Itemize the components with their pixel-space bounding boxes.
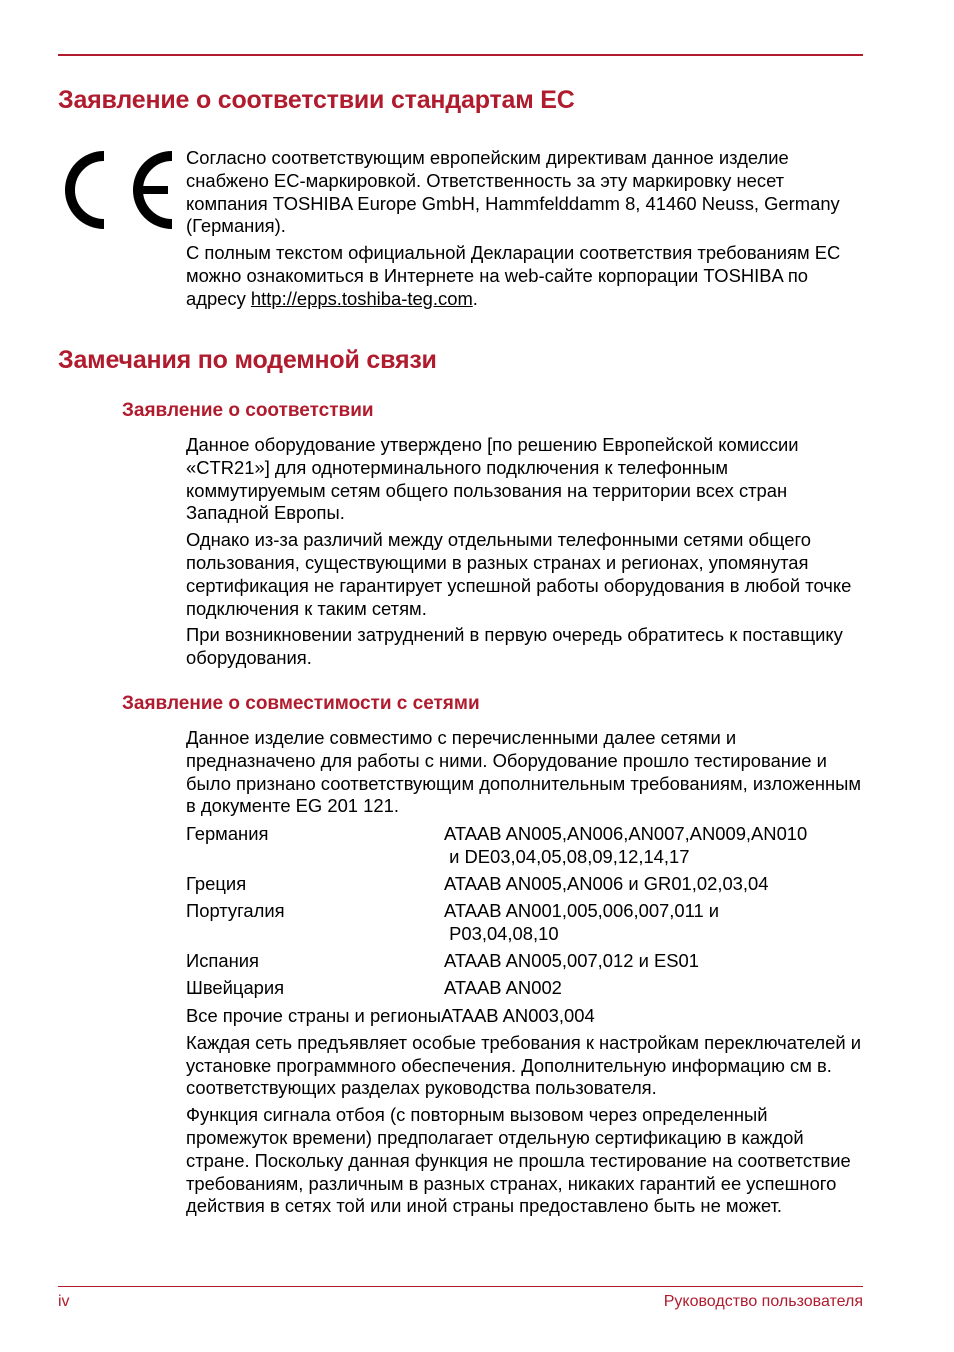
conformity-paragraph-1: Данное оборудование утверждено [по решению Европейской комиссии «CTR21»] для однотерминального подключения к телефонным коммутируемым сетям общего пользования на территории всех стран Западной Европы.: [186, 434, 799, 524]
network-compat-paragraph-3: Функция сигнала отбоя (с повторным вызовом через определенный промежуток времени) предполагает отдельную сертификацию в каждой стране. Поскольку данная функция не прошла тестирование на соответствие требованиям, различным в разных странах, никаких гарантий ее успешного действия в сетях той или иной страны предоставлено быть не может.: [186, 1104, 851, 1217]
ce-paragraph-1: Согласно соответствующим европейским директивам данное изделие снабжено ЕС-маркировкой. Ответственность за эту маркировку несет компания TOSHIBA Europe GmbH, Hammfelddamm 8, 41460 Neuss, Germany (Германия).: [186, 147, 840, 237]
network-compat-paragraph-1: Данное изделие совместимо с перечисленными далее сетями и предназначено для работы с ними. Оборудование прошло тестирование и было признано соответствующим дополнительным требованиям, изложенным в документе EG 201 121.: [186, 727, 862, 817]
section-heading-ec: Заявление о соответствии стандартам ЕС: [58, 86, 575, 114]
conformity-paragraph-2: Однако из-за различий между отдельными телефонными сетями общего пользования, существующими в разных странах и регионах, упомянутая сертификация не гарантирует успешной работы оборудования в любой точке подключения к таким сетям.: [186, 529, 852, 619]
ce-text-block: [186, 147, 862, 315]
footer-title: Руководство пользователя: [663, 1293, 863, 1310]
network-compat-rest: [186, 1005, 862, 1222]
network-list: ATAAB AN005,007,012 и ES01: [444, 950, 699, 971]
conformity-text-block: [186, 434, 862, 674]
network-compat-intro: [186, 727, 862, 822]
ce-paragraph-2-end: .: [472, 287, 478, 309]
subheading-conformity: Заявление о соответствии: [122, 400, 374, 421]
country-name: Испания: [186, 950, 259, 971]
network-list: ATAAB AN005,AN006 и GR01,02,03,04: [444, 873, 769, 894]
ce-paragraph-2-text: С полным текстом официальной Декларации соответствия требованиям ЕС можно ознакомиться в Интернете на web-сайте корпорации TOSHIBA по адресу: [186, 242, 841, 309]
network-list: ATAAB AN001,005,006,007,011 и P03,04,08,10: [444, 900, 720, 944]
country-name: Швейцария: [186, 977, 285, 998]
network-list: ATAAB AN005,AN006,AN007,AN009,AN010 и DE03,04,05,08,09,12,14,17: [444, 823, 808, 867]
network-list: ATAAB AN002: [444, 977, 562, 998]
ce-mark-logo: [56, 150, 176, 230]
subheading-network-compat: Заявление о совместимости с сетями: [122, 693, 480, 714]
bottom-rule: [58, 1286, 863, 1287]
country-name: Греция: [186, 873, 247, 894]
country-name: Португалия: [186, 900, 285, 921]
network-compat-paragraph-2: Каждая сеть предъявляет особые требования к настройкам переключателей и установке программного обеспечения. Дополнительную информацию см в. соответствующих разделах руководства пользователя.: [186, 1031, 862, 1099]
country-name: Германия: [186, 823, 269, 844]
top-rule: [58, 54, 863, 56]
section-heading-modem: Замечания по модемной связи: [58, 346, 437, 374]
all-others-line: Все прочие страны и регионыATAAB AN003,004: [186, 1005, 595, 1026]
toshiba-website-link[interactable]: http://epps.toshiba-teg.com: [250, 287, 473, 309]
conformity-paragraph-3: При возникновении затруднений в первую очередь обратитесь к поставщику оборудования.: [186, 624, 843, 669]
ce-paragraph-2: [186, 242, 862, 310]
page-number: iv: [58, 1293, 70, 1310]
